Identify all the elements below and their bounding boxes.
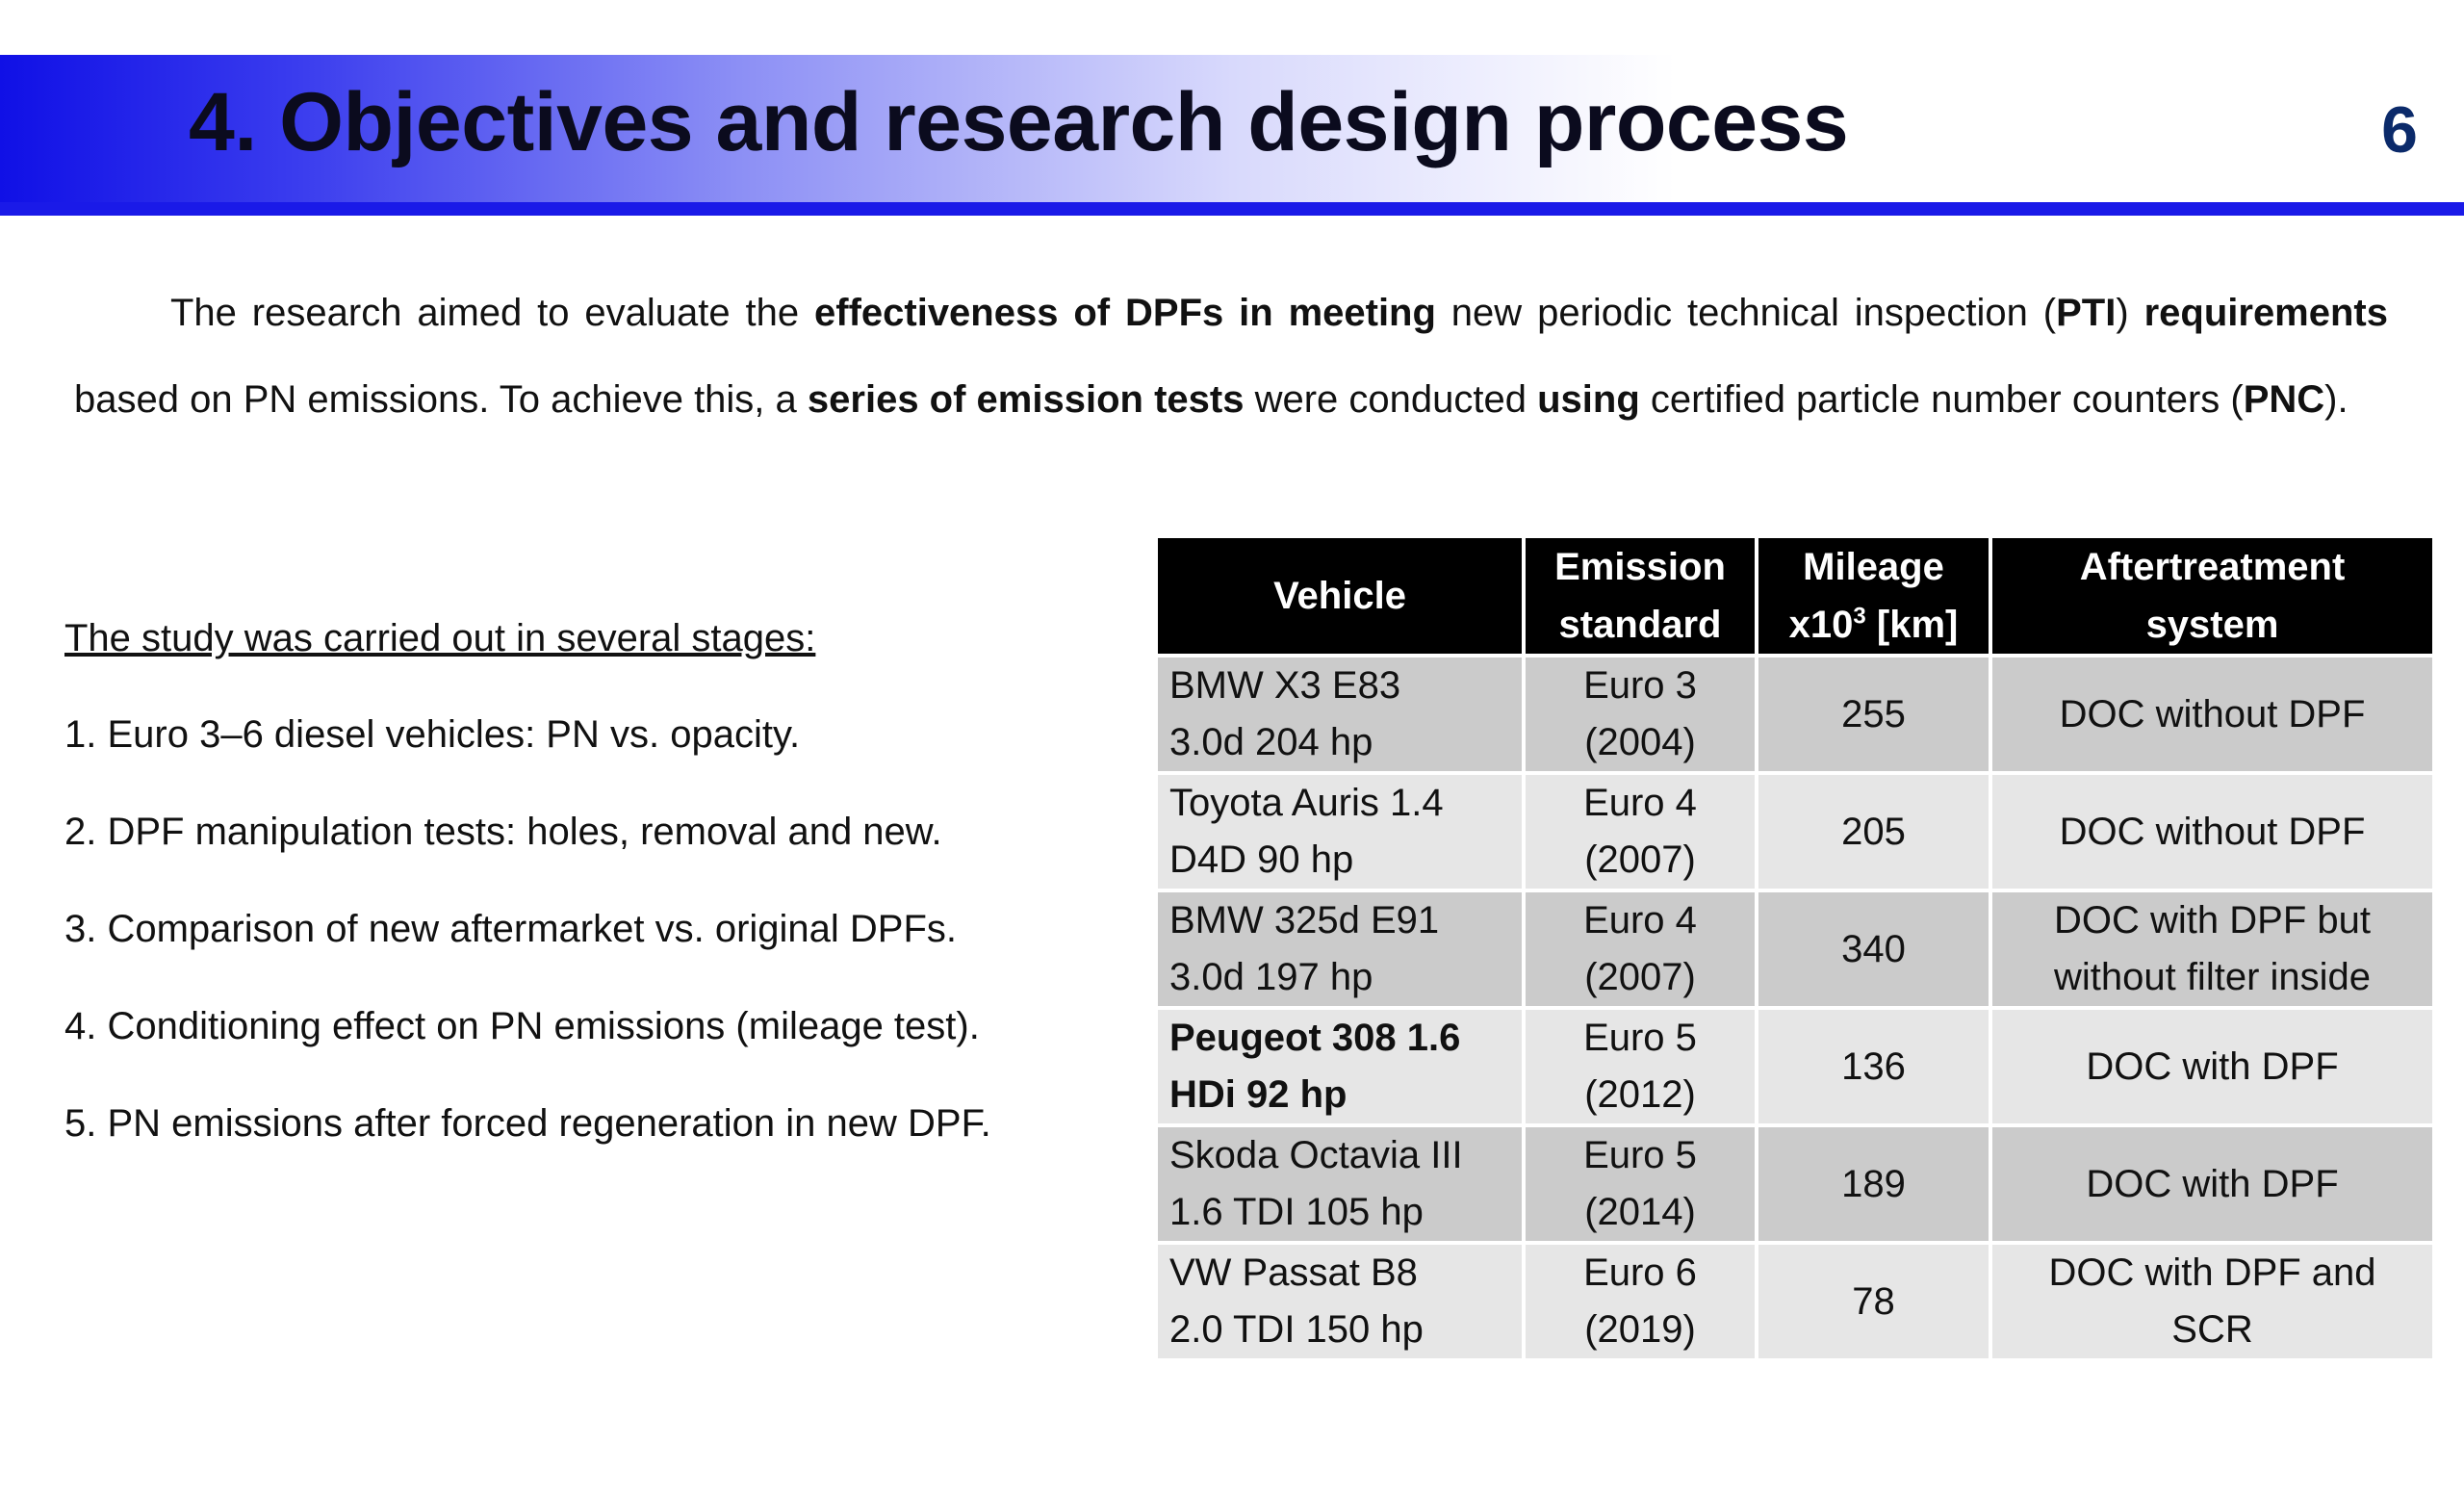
cell-mileage: 205 [1757,773,1990,890]
cell-system: DOC without DPF [1990,656,2434,773]
table-row [1156,890,2434,1008]
table-row [1156,773,2434,890]
cell-standard: Euro 4 (2007) [1524,890,1757,1008]
cell-vehicle: Peugeot 308 1.6 HDi 92 hp [1156,1008,1524,1125]
stages-heading: The study was carried out in several stages: [64,617,816,659]
cell-vehicle: BMW X3 E83 3.0d 204 hp [1156,656,1524,773]
page-number: 6 [2381,93,2418,167]
cell-system: DOC without DPF [1990,773,2434,890]
cell-standard: Euro 4 (2007) [1524,773,1757,890]
title-underline-bar [0,202,2464,216]
table-row [1156,1243,2434,1360]
vehicle-table [1154,534,2436,1362]
cell-vehicle: VW Passat B8 2.0 TDI 150 hp [1156,1243,1524,1360]
stage-item: 3. Comparison of new aftermarket vs. original DPFs. [64,908,958,950]
cell-mileage: 255 [1757,656,1990,773]
cell-system: DOC with DPF and SCR [1990,1243,2434,1360]
cell-vehicle: Skoda Octavia III 1.6 TDI 105 hp [1156,1125,1524,1243]
col-header-emission-standard: Emission standard [1524,536,1757,656]
col-header-vehicle: Vehicle [1156,536,1524,656]
cell-system: DOC with DPF [1990,1125,2434,1243]
cell-standard: Euro 6 (2019) [1524,1243,1757,1360]
cell-standard: Euro 3 (2004) [1524,656,1757,773]
stage-item: 2. DPF manipulation tests: holes, removal and new. [64,811,942,853]
cell-mileage: 340 [1757,890,1990,1008]
cell-standard: Euro 5 (2012) [1524,1008,1757,1125]
col-header-aftertreatment: Aftertreatment system [1990,536,2434,656]
cell-mileage: 78 [1757,1243,1990,1360]
cell-mileage: 136 [1757,1008,1990,1125]
cell-vehicle: Toyota Auris 1.4 D4D 90 hp [1156,773,1524,890]
table-row [1156,1125,2434,1243]
stages-list [64,605,1133,1187]
table-row [1156,1008,2434,1125]
cell-mileage: 189 [1757,1125,1990,1243]
intro-paragraph: The research aimed to evaluate the effectiveness of DPFs in meeting new periodic technical inspection (PTI) requirements based on PN emissions. To achieve this, a series of emission tests were conducted using certified particle number counters (PNC). [74,292,2388,421]
cell-system: DOC with DPF but without filter inside [1990,890,2434,1008]
cell-system: DOC with DPF [1990,1008,2434,1125]
col-header-mileage: Mileage $x10^3$ [km] [1757,536,1990,656]
slide-title: 4. Objectives and research design process [189,76,1849,168]
table-header-row [1156,536,2434,656]
stage-item: 1. Euro 3–6 diesel vehicles: PN vs. opacity. [64,713,801,756]
table-row [1156,656,2434,773]
cell-standard: Euro 5 (2014) [1524,1125,1757,1243]
cell-vehicle: BMW 325d E91 3.0d 197 hp [1156,890,1524,1008]
stage-item: 4. Conditioning effect on PN emissions (mileage test). [64,1005,980,1047]
stage-item: 5. PN emissions after forced regeneration in new DPF. [64,1102,991,1145]
